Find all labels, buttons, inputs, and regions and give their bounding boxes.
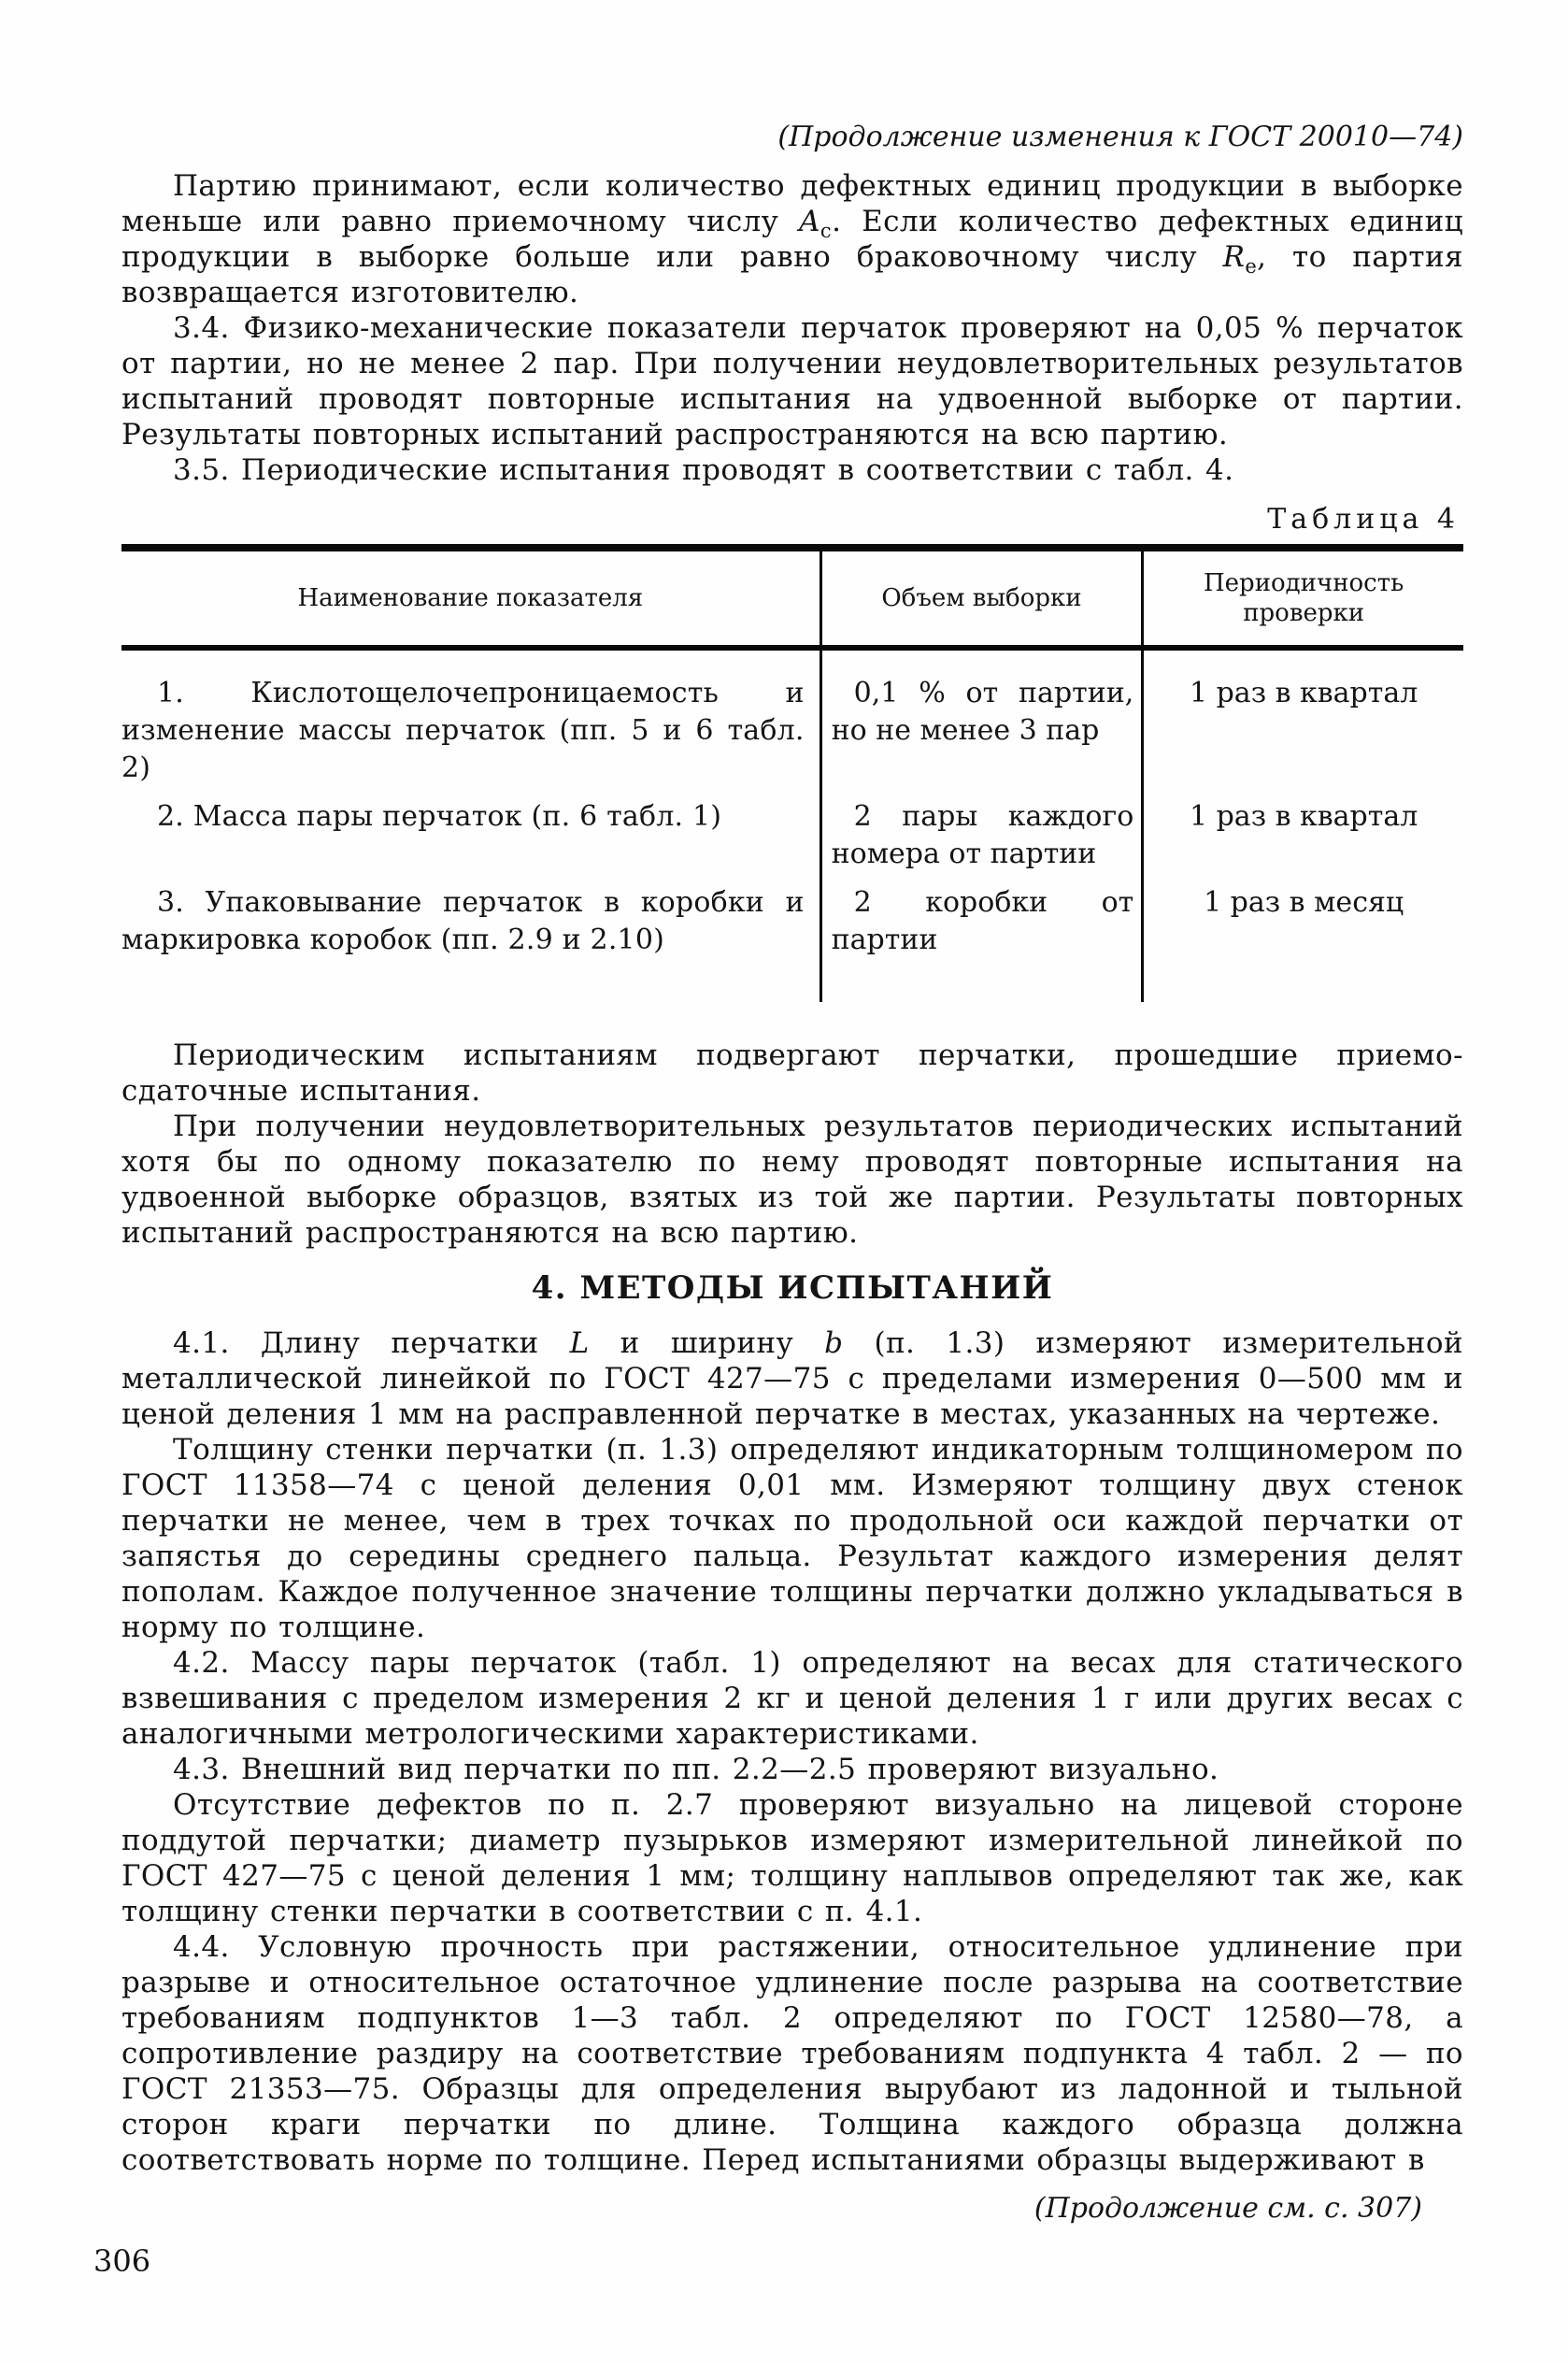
symbol-width-b: b: [824, 1326, 844, 1360]
symbol-ac-subscript: c: [820, 220, 833, 243]
column-header-sample-volume: Объем выборки: [820, 548, 1143, 648]
paragraph-3-5: 3.5. Периодические испытания проводят в соответствии с табл. 4.: [173, 453, 1234, 487]
cell-period: 1 раз в квартал: [1143, 648, 1463, 787]
periodic-tests-table: [121, 544, 1463, 1002]
paragraph-periodic-tests-1: Периодическим испытаниям подвергают перчатки, прошедшие приемо-сдаточные испытания.: [121, 1038, 1463, 1108]
section-heading-test-methods: 4. МЕТОДЫ ИСПЫТАНИЙ: [531, 1269, 1054, 1307]
column-header-indicator-name: Наименование показателя: [121, 548, 820, 648]
text-segment: и ширину: [589, 1326, 825, 1360]
paragraph-wall-thickness: Толщину стенки перчатки (п. 1.3) определяют индикаторным толщиномером по ГОСТ 11358—74 с ценой деления 0,01 мм. Измеряют толщину двух стенок перчатки не менее, чем в трех точках по продольной оси каждой перчатки от запястья до середины среднего пальца. Результат каждого измерения делят пополам. Каждое полученное значение толщины перчатки должно укладываться в норму по толщине.: [121, 1433, 1463, 1644]
table-caption: Таблица 4: [1267, 503, 1460, 536]
page-number: 306: [93, 2243, 151, 2279]
cell-indicator: 2. Масса пары перчаток (п. 6 табл. 1): [157, 800, 722, 833]
paragraph-4-2: 4.2. Массу пары перчаток (табл. 1) определяют на весах для статического взвешивания с пределом измерения 2 кг и ценой деления 1 г или других весах с аналогичными метрологическими характеристиками.: [121, 1646, 1463, 1751]
symbol-ac: A: [799, 205, 820, 238]
text-segment: , то партия возвращается изготовителю.: [121, 240, 1463, 309]
cell-indicator: 3. Упаковывание перчаток в коробки и маркировка коробок (пп. 2.9 и 2.10): [121, 886, 805, 956]
text-segment: 4.1. Длину перчатки: [173, 1326, 570, 1360]
column-header-check-frequency: Периодичность проверки: [1143, 548, 1463, 648]
symbol-re-subscript: e: [1245, 255, 1258, 279]
paragraph-periodic-tests-2: При получении неудовлетворительных результатов периодических испытаний хотя бы по одному показателю по нему проводят повторные испытания на удвоенной выборке образцов, взятых из той же партии. Результаты повторных испытаний распространяются на всю партию.: [121, 1110, 1463, 1250]
table-row: [121, 873, 1463, 1002]
paragraph-4-1: [121, 1325, 1463, 1432]
paragraph-4-4: 4.4. Условную прочность при растяжении, относительное удлинение при разрыве и относительное остаточное удлинение после разрыва на соответствие требованиям подпунктов 1—3 табл. 2 определяют по ГОСТ 12580—78, а сопротивление раздиру на соответствие требованиям подпункта 4 табл. 2 — по ГОСТ 21353—75. Образцы для определения вырубают из ладонной и тыльной сторон краги перчатки по длине. Толщина каждого образца должна соответствовать норме по толщине. Перед испытаниями образцы выдерживают в: [121, 1930, 1463, 2177]
cell-sample: 2 коробки от партии: [820, 873, 1143, 1002]
table-row: [121, 648, 1463, 787]
cell-sample: 0,1 % от партии, но не менее 3 пар: [820, 648, 1143, 787]
symbol-length-l: L: [569, 1326, 590, 1360]
text-segment: Партию принимают, если количество дефектных единиц продукции в выборке меньше или равно приемочному числу: [121, 169, 1463, 238]
table-header-row: [121, 548, 1463, 648]
paragraph-lot-acceptance: [121, 168, 1463, 310]
cell-period: 1 раз в месяц: [1143, 873, 1463, 1002]
paragraph-3-4: 3.4. Физико-механические показатели перчаток проверяют на 0,05 % перчаток от партии, но не менее 2 пар. При получении неудовлетворительных результатов испытаний проводят повторные испытания на удвоенной выборке от партии. Результаты повторных испытаний распространяются на всю партию.: [121, 311, 1463, 451]
symbol-re: R: [1222, 240, 1246, 274]
cell-indicator: 1. Кислотощелочепроницаемость и изменение массы перчаток (пп. 5 и 6 табл. 2): [121, 677, 805, 784]
continuation-footer-note: (Продолжение см. с. 307): [1033, 2192, 1422, 2225]
paragraph-defects-check: Отсутствие дефектов по п. 2.7 проверяют визуально на лицевой стороне поддутой перчатки; диаметр пузырьков измеряют измерительной линейкой по ГОСТ 427—75 с ценой деления 1 мм; толщину наплывов определяют так же, как толщину стенки перчатки в соответствии с п. 4.1.: [121, 1788, 1463, 1928]
text-segment: . Если количество дефектных единиц продукции в выборке больше или равно браковочному числу: [121, 205, 1463, 274]
paragraph-4-3: 4.3. Внешний вид перчатки по пп. 2.2—2.5 проверяют визуально.: [173, 1753, 1219, 1786]
table-row: [121, 787, 1463, 873]
text-segment: (п. 1.3) измеряют измерительной металлической линейкой по ГОСТ 427—75 с пределами измерения 0—500 мм и ценой деления 1 мм на расправленной перчатке в местах, указанных на чертеже.: [121, 1326, 1463, 1431]
cell-sample: 2 пары каждого номера от партии: [820, 787, 1143, 873]
continuation-header-note: (Продолжение изменения к ГОСТ 20010—74): [777, 121, 1463, 153]
cell-period: 1 раз в квартал: [1143, 787, 1463, 873]
